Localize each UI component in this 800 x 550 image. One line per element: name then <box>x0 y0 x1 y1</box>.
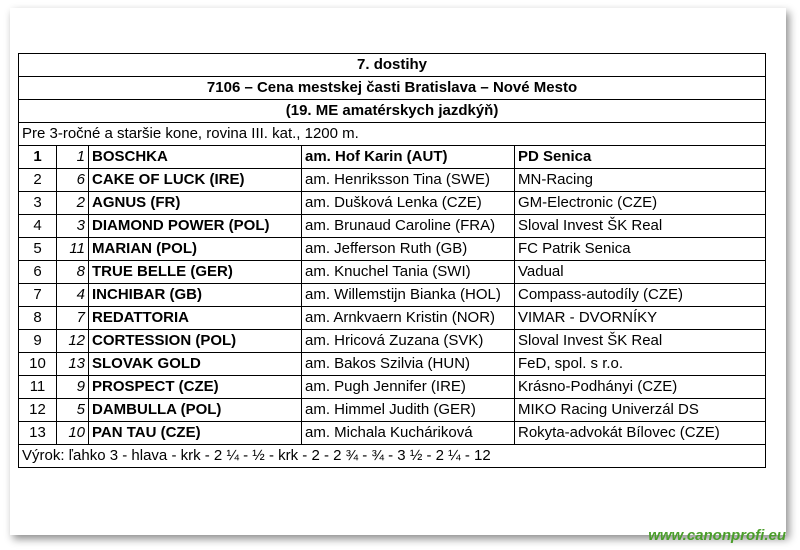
rider-cell: am. Hof Karin (AUT) <box>302 146 515 169</box>
horse-name-cell: PAN TAU (CZE) <box>89 422 302 445</box>
position-cell: 13 <box>19 422 57 445</box>
table-row <box>19 353 766 376</box>
horse-name-cell: INCHIBAR (GB) <box>89 284 302 307</box>
position-cell: 12 <box>19 399 57 422</box>
start-number-cell: 4 <box>57 284 89 307</box>
owner-cell: Rokyta-advokát Bílovec (CZE) <box>515 422 766 445</box>
start-number-cell: 10 <box>57 422 89 445</box>
horse-name-cell: SLOVAK GOLD <box>89 353 302 376</box>
horse-name-cell: REDATTORIA <box>89 307 302 330</box>
start-number-cell: 9 <box>57 376 89 399</box>
position-cell: 11 <box>19 376 57 399</box>
table-row <box>19 238 766 261</box>
horse-name-cell: CAKE OF LUCK (IRE) <box>89 169 302 192</box>
rider-cell: am. Arnkvaern Kristin (NOR) <box>302 307 515 330</box>
owner-cell: GM-Electronic (CZE) <box>515 192 766 215</box>
horse-name-cell: DAMBULLA (POL) <box>89 399 302 422</box>
position-cell: 8 <box>19 307 57 330</box>
race-name: 7106 – Cena mestskej časti Bratislava – Nové Mesto <box>19 77 766 100</box>
footer-row <box>19 445 766 468</box>
horse-name-cell: PROSPECT (CZE) <box>89 376 302 399</box>
owner-cell: Vadual <box>515 261 766 284</box>
table-row <box>19 169 766 192</box>
owner-cell: MIKO Racing Univerzál DS <box>515 399 766 422</box>
table-row <box>19 192 766 215</box>
rider-cell: am. Knuchel Tania (SWI) <box>302 261 515 284</box>
rider-cell: am. Bakos Szilvia (HUN) <box>302 353 515 376</box>
start-number-cell: 1 <box>57 146 89 169</box>
position-cell: 1 <box>19 146 57 169</box>
conditions-row <box>19 123 766 146</box>
owner-cell: Compass-autodíly (CZE) <box>515 284 766 307</box>
owner-cell: Sloval Invest ŠK Real <box>515 330 766 353</box>
table-row <box>19 330 766 353</box>
table-row <box>19 284 766 307</box>
start-number-cell: 8 <box>57 261 89 284</box>
rider-cell: am. Hricová Zuzana (SVK) <box>302 330 515 353</box>
start-number-cell: 2 <box>57 192 89 215</box>
start-number-cell: 13 <box>57 353 89 376</box>
table-row <box>19 422 766 445</box>
header-subtitle-row <box>19 100 766 123</box>
rider-cell: am. Michala Kucháriková <box>302 422 515 445</box>
table-row <box>19 376 766 399</box>
table-row <box>19 146 766 169</box>
watermark: www.canonprofi.eu <box>648 527 786 544</box>
rider-cell: am. Jefferson Ruth (GB) <box>302 238 515 261</box>
header-race-no-row <box>19 54 766 77</box>
start-number-cell: 3 <box>57 215 89 238</box>
race-conditions: Pre 3-ročné a staršie kone, rovina III. kat., 1200 m. <box>19 123 766 146</box>
owner-cell: FC Patrik Senica <box>515 238 766 261</box>
owner-cell: Sloval Invest ŠK Real <box>515 215 766 238</box>
start-number-cell: 11 <box>57 238 89 261</box>
position-cell: 6 <box>19 261 57 284</box>
owner-cell: PD Senica <box>515 146 766 169</box>
rider-cell: am. Dušková Lenka (CZE) <box>302 192 515 215</box>
race-subtitle: (19. ME amatérskych jazdkýň) <box>19 100 766 123</box>
rider-cell: am. Henriksson Tina (SWE) <box>302 169 515 192</box>
table-row <box>19 307 766 330</box>
table-row <box>19 261 766 284</box>
position-cell: 4 <box>19 215 57 238</box>
start-number-cell: 5 <box>57 399 89 422</box>
owner-cell: Krásno-Podhányi (CZE) <box>515 376 766 399</box>
owner-cell: VIMAR - DVORNÍKY <box>515 307 766 330</box>
position-cell: 7 <box>19 284 57 307</box>
margins-text: Výrok: ľahko 3 - hlava - krk - 2 ¼ - ½ - krk - 2 - 2 ¾ - ¾ - 3 ½ - 2 ¼ - 12 <box>19 445 766 468</box>
position-cell: 10 <box>19 353 57 376</box>
rider-cell: am. Willemstijn Bianka (HOL) <box>302 284 515 307</box>
position-cell: 5 <box>19 238 57 261</box>
start-number-cell: 6 <box>57 169 89 192</box>
position-cell: 9 <box>19 330 57 353</box>
owner-cell: FeD, spol. s r.o. <box>515 353 766 376</box>
horse-name-cell: AGNUS (FR) <box>89 192 302 215</box>
horse-name-cell: TRUE BELLE (GER) <box>89 261 302 284</box>
horse-name-cell: MARIAN (POL) <box>89 238 302 261</box>
rider-cell: am. Brunaud Caroline (FRA) <box>302 215 515 238</box>
start-number-cell: 7 <box>57 307 89 330</box>
table-row <box>19 399 766 422</box>
rider-cell: am. Pugh Jennifer (IRE) <box>302 376 515 399</box>
results-table <box>18 53 766 468</box>
rider-cell: am. Himmel Judith (GER) <box>302 399 515 422</box>
horse-name-cell: DIAMOND POWER (POL) <box>89 215 302 238</box>
start-number-cell: 12 <box>57 330 89 353</box>
horse-name-cell: BOSCHKA <box>89 146 302 169</box>
race-number: 7. dostihy <box>19 54 766 77</box>
horse-name-cell: CORTESSION (POL) <box>89 330 302 353</box>
owner-cell: MN-Racing <box>515 169 766 192</box>
position-cell: 2 <box>19 169 57 192</box>
header-race-name-row <box>19 77 766 100</box>
table-row <box>19 215 766 238</box>
position-cell: 3 <box>19 192 57 215</box>
